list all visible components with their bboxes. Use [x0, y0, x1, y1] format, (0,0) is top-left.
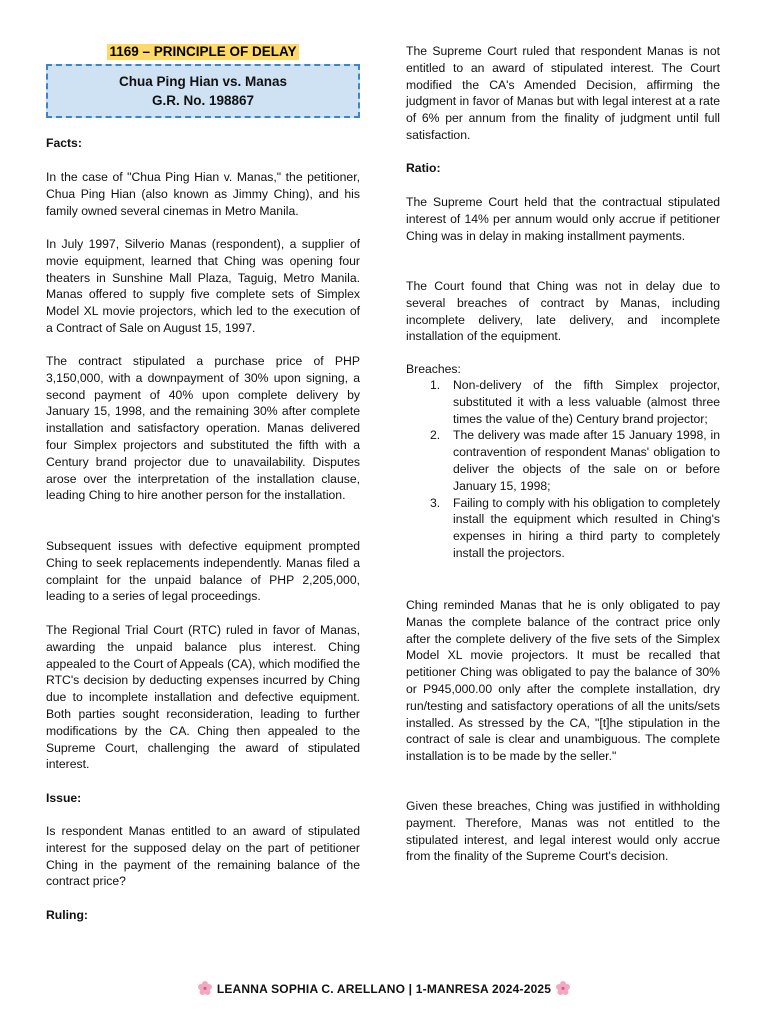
ratio-paragraph-3: Ching reminded Manas that he is only obligated to pay Manas the complete balance of the contract price only after the complete delivery of the five sets of the Simplex Model XL movie projectors. It must be recalled that petitioner Ching was obligated to pay the balance of 30% or P945,000.00 only after the complete installation, dry run/testing and satisfactory operations of all the units/sets installed. As stressed by the CA, "[t]he stipulation in the contract of sale is clear and unambiguous. The complete installation is to be made by the seller." [406, 598, 720, 764]
list-item-number: 2. [430, 428, 441, 443]
list-item-text: Non-delivery of the fifth Simplex projector, substituted it with a less valuable (almost three times the value of the) Century brand projector; [453, 378, 720, 426]
list-item [406, 427, 720, 494]
list-item-number: 1. [430, 378, 441, 392]
footer-text: LEANNA SOPHIA C. ARELLANO | 1-MANRESA 2024-2025 [216, 982, 552, 997]
footer [0, 980, 768, 1000]
list-item-number: 3. [430, 495, 441, 510]
list-item [406, 495, 720, 562]
case-name: Chua Ping Hian vs. Manas [118, 74, 288, 89]
list-item [406, 377, 720, 427]
case-box [46, 64, 360, 118]
ruling-heading: Ruling: [46, 908, 88, 922]
facts-paragraph-5: The Regional Trial Court (RTC) ruled in favor of Manas, awarding the unpaid balance plus interest. Ching appealed to the Court of Appeals (CA), which modified the RTC's decision by deducting expenses incurred by Ching due to incomplete installation and defective equipment. Both parties sought reconsideration, leading to further modifications by the CA. Ching then appealed to the Supreme Court, challenging the award of stipulated interest. [46, 623, 360, 772]
ratio-heading: Ratio: [406, 161, 441, 175]
breaches-list [406, 377, 720, 562]
ratio-paragraph-4: Given these breaches, Ching was justified in withholding payment. Therefore, Manas was not entitled to the stipulated interest, and legal interest would only accrue from the finality of the Supreme Court's decision. [406, 799, 720, 864]
facts-paragraph-3: The contract stipulated a purchase price of PHP 3,150,000, with a downpayment of 30% upon signing, a second payment of 40% upon complete delivery by January 15, 1998, and the remaining 30% after complete installation and satisfactory operation. Manas delivered four Simplex projectors and substituted the fifth with a Century brand projector due to unavailability. Disputes arose over the interpretation of the installation clause, leading Ching to hire another person for the installation. [46, 354, 360, 503]
facts-paragraph-4: Subsequent issues with defective equipment prompted Ching to seek replacements independently. Manas filed a complaint for the unpaid balance of PHP 2,205,000, leading to a series of legal proceedings. [46, 539, 360, 604]
list-item-text: Failing to comply with his obligation to completely install the equipment which resulted in Ching's expenses in hiring a third party to completely install the projectors. [453, 495, 720, 560]
cherry-blossom-icon [555, 980, 571, 1000]
ruling-paragraph: The Supreme Court ruled that respondent Manas is not entitled to an award of stipulated interest. The Court modified the CA's Amended Decision, affirming the judgment in favor of Manas but with legal interest at a rate of 6% per annum from the finality of judgment until full satisfaction. [406, 44, 720, 142]
ratio-paragraph-1: The Supreme Court held that the contractual stipulated interest of 14% per annum would only accrue if petitioner Ching was in delay in making installment payments. [406, 195, 720, 243]
issue-heading: Issue: [46, 791, 82, 805]
cherry-blossom-icon [197, 980, 213, 1000]
case-number: G.R. No. 198867 [151, 93, 255, 108]
title-wrap [46, 43, 360, 61]
facts-heading: Facts: [46, 136, 82, 150]
list-item-text: The delivery was made after 15 January 1998, in contravention of respondent Manas' obligation to deliver the objects of the sale on or before January 15, 1998; [453, 428, 720, 493]
page-title: 1169 – PRINCIPLE OF DELAY [109, 44, 297, 59]
facts-paragraph-1: In the case of "Chua Ping Hian v. Manas," the petitioner, Chua Ping Hian (also known as Jimmy Ching), and his family owned several cinemas in Metro Manila. [46, 170, 360, 218]
issue-paragraph: Is respondent Manas entitled to an award of stipulated interest for the supposed delay on the part of petitioner Ching in the payment of the remaining balance of the contract price? [46, 824, 360, 889]
facts-paragraph-2: In July 1997, Silverio Manas (respondent), a supplier of movie equipment, learned that Ching was opening four theaters in Sunshine Mall Plaza, Taguig, Metro Manila. Manas offered to supply five complete sets of Simplex Model XL movie projectors, which led to the execution of a Contract of Sale on August 15, 1997. [46, 237, 360, 335]
ratio-paragraph-2: The Court found that Ching was not in delay due to several breaches of contract by Manas, including incomplete delivery, late delivery, and incomplete installation of the equipment. [406, 279, 720, 344]
breaches-label: Breaches: [406, 362, 461, 376]
